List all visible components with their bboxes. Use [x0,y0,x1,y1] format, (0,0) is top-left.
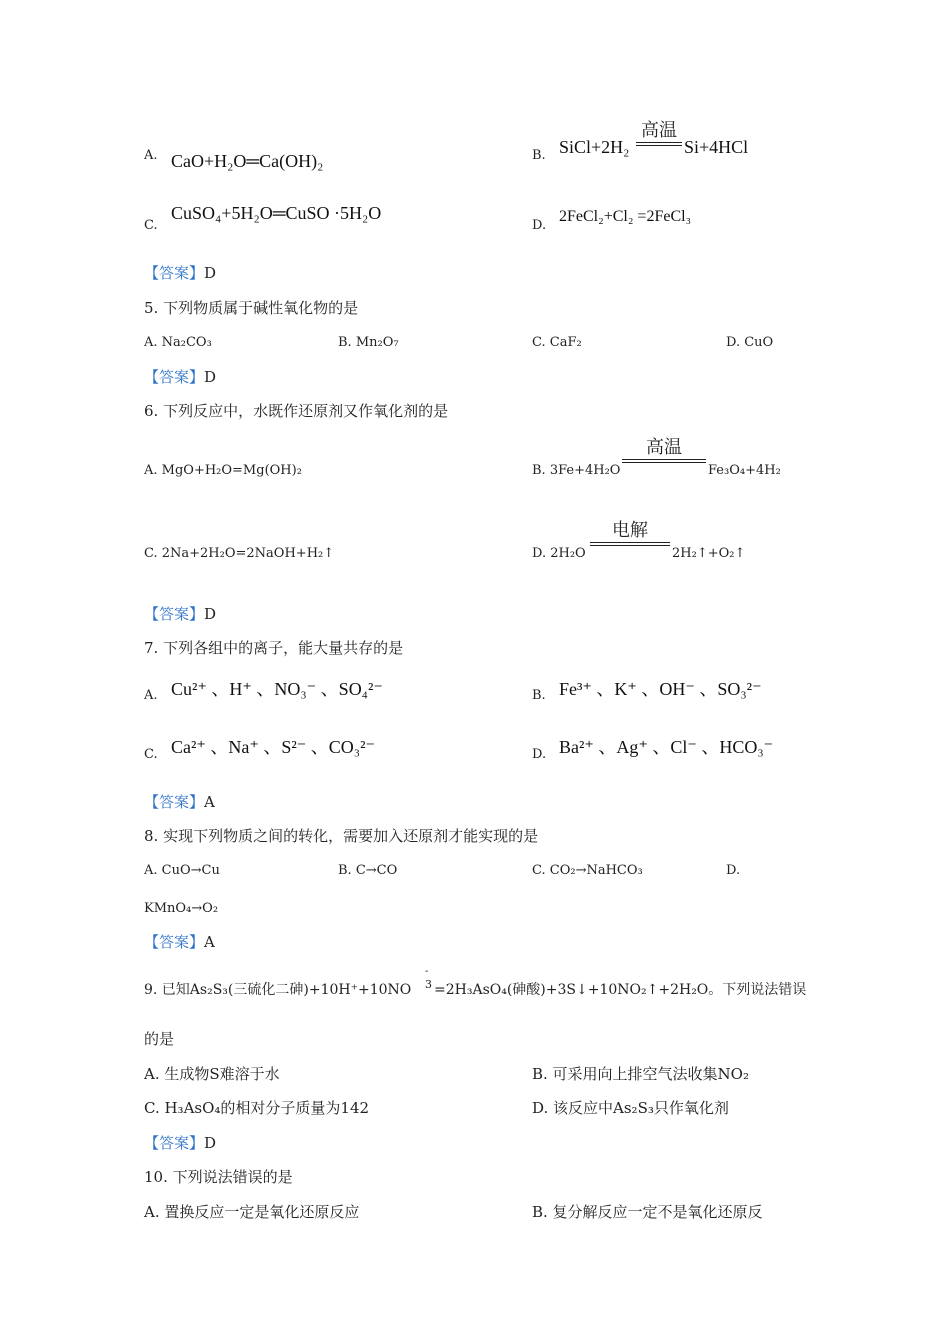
condition-label: 高温 [646,437,682,458]
q10-stem: 10. 下列说法错误的是 [144,1168,293,1186]
q9-stem-b: =2H₃AsO₄(砷酸)+3S↓+10NO₂↑+2H₂O。下列说法错误 [434,982,807,998]
q8-option-a: A. CuO→Cu [144,863,220,878]
q4-option-c-formula: CuSO₄+5H₂O═CuSO ·5H₂O [171,203,382,223]
q4-option-c-label: C. [144,218,158,233]
answer-value: D [204,264,217,282]
q5-answer [144,368,216,386]
q6-option-d-left: D. 2H₂O [532,546,586,561]
double-equals-bar [590,542,670,546]
q9-option-a: A. 生成物S难溶于水 [144,1065,280,1083]
answer-bracket: 【答案】 [144,368,205,386]
q8-stem: 8. 实现下列物质之间的转化，需要加入还原剂才能实现的是 [144,827,539,845]
q8-answer [144,933,215,951]
q8-option-d-cont: KMnO₄→O₂ [144,901,219,916]
q6-option-b-left: B. 3Fe+4H₂O [532,463,621,478]
q5-option-b: B. Mn₂O₇ [338,335,399,350]
q6-answer [144,605,216,623]
q6-option-d-right: 2H₂↑+O₂↑ [672,546,746,561]
q7-option-c-label: C. [144,747,158,762]
condition-label: 电解 [612,520,648,541]
q6-option-a: A. MgO+H₂O=Mg(OH)₂ [144,463,302,478]
q7-answer [144,793,215,811]
q4-option-d-label: D. [532,218,547,233]
q5-option-d: D. CuO [726,335,774,350]
q4-option-d-formula: 2FeCl₂+Cl₂ =2FeCl₃ [559,208,692,225]
answer-value: A [204,793,215,811]
q5-stem: 5. 下列物质属于碱性氧化物的是 [144,299,359,317]
answer-value: A [204,933,215,951]
q10-option-a: A. 置换反应一定是氧化还原反应 [144,1203,360,1221]
q6-option-c: C. 2Na+2H₂O=2NaOH+H₂↑ [144,546,335,561]
q4-option-b-left: SiCl+2H₂ [559,137,630,157]
q7-option-d-ions: Ba²⁺ 、Ag⁺ 、Cl⁻ 、HCO₃⁻ [559,737,774,757]
q9-option-b: B. 可采用向上排空气法收集NO₂ [532,1065,749,1083]
q9-stem-sup: - [425,966,429,977]
q5-option-c: C. CaF₂ [532,335,582,350]
q7-option-b-label: B. [532,688,546,703]
q7-option-c-ions: Ca²⁺ 、Na⁺ 、S²⁻ 、CO₃²⁻ [171,737,375,757]
q5-option-a: A. Na₂CO₃ [144,335,212,350]
q9-option-d: D. 该反应中As₂S₃只作氧化剂 [532,1099,729,1117]
q6-option-b-condition [622,433,706,463]
q8-option-c: C. CO₂→NaHCO₃ [532,863,643,878]
q4-answer [144,264,216,282]
answer-bracket: 【答案】 [144,933,205,951]
q4-option-a-formula: CaO+H₂O═Ca(OH)₂ [171,151,324,171]
q4-option-b-label: B. [532,148,546,163]
answer-bracket: 【答案】 [144,605,205,623]
q9-option-c: C. H₃AsO₄的相对分子质量为142 [144,1099,370,1117]
condition-label: 高温 [641,120,677,141]
double-equals-bar [636,142,682,146]
q9-answer [144,1134,216,1152]
q6-stem: 6. 下列反应中，水既作还原剂又作氧化剂的是 [144,402,449,420]
q9-stem-a: 9. 已知As₂S₃(三硫化二砷)+10H⁺+10NO [144,982,412,998]
q9-stem-sub: 3 [425,978,432,991]
answer-bracket: 【答案】 [144,793,205,811]
q7-stem: 7. 下列各组中的离子，能大量共存的是 [144,639,404,657]
answer-bracket: 【答案】 [144,264,205,282]
q4-option-b-condition [636,116,682,146]
answer-value: D [204,368,217,386]
answer-bracket: 【答案】 [144,1134,205,1152]
q7-option-b-ions: Fe³⁺ 、K⁺ 、OH⁻ 、SO₃²⁻ [559,679,762,699]
q10-option-b: B. 复分解反应一定不是氧化还原反 [532,1203,763,1221]
q9-stem-cont: 的是 [144,1030,175,1048]
answer-value: D [204,1134,217,1152]
q8-option-d: D. [726,863,741,878]
answer-value: D [204,605,217,623]
q7-option-d-label: D. [532,747,547,762]
q8-option-b: B. C→CO [338,863,398,878]
q4-option-a-label: A. [144,148,158,163]
q7-option-a-label: A. [144,688,158,703]
double-equals-bar [622,459,706,463]
q7-option-a-ions: Cu²⁺ 、H⁺ 、NO₃⁻ 、SO₄²⁻ [171,679,383,699]
q6-option-b-right: Fe₃O₄+4H₂ [708,463,781,478]
q4-option-b-right: Si+4HCl [684,137,749,157]
q6-option-d-condition [590,516,670,546]
